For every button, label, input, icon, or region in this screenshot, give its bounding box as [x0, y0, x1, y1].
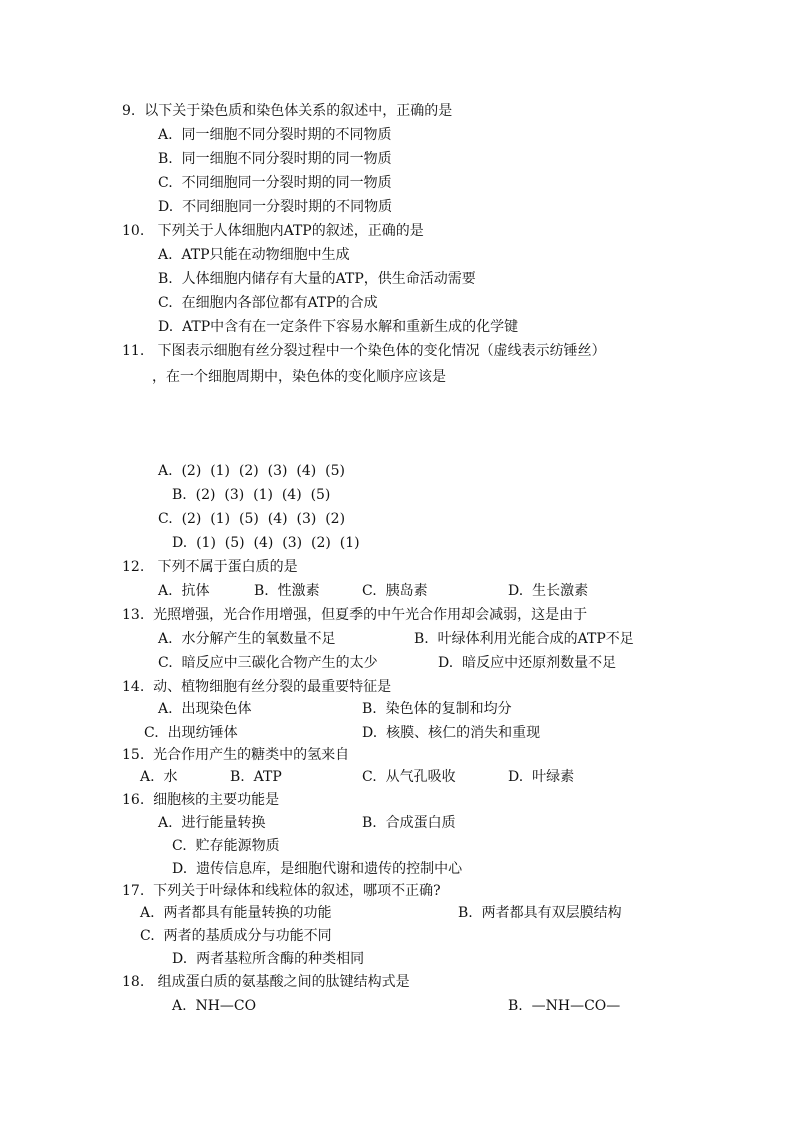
- question-11-option-b: B. (2) (3) (1) (4) (5): [172, 487, 331, 503]
- question-14-option-b: B. 染色体的复制和均分: [362, 701, 512, 717]
- question-10-option-d: D. ATP中含有在一定条件下容易水解和重新生成的化学键: [158, 319, 519, 335]
- question-18-option-b: B. —NH—CO—: [508, 998, 621, 1014]
- question-10-option-b: B. 人体细胞内储存有大量的ATP，供生命活动需要: [158, 271, 476, 287]
- question-14-option-a: A. 出现染色体: [158, 701, 252, 717]
- question-14-stem: 14. 动、植物细胞有丝分裂的最重要特征是: [122, 679, 392, 695]
- question-13-option-b: B. 叶绿体利用光能合成的ATP不足: [414, 631, 634, 647]
- question-11-option-d: D. (1) (5) (4) (3) (2) (1): [172, 535, 360, 551]
- question-9-option-a: A. 同一细胞不同分裂时期的不同物质: [158, 127, 392, 143]
- question-17-option-a: A. 两者都具有能量转换的功能: [140, 905, 332, 921]
- question-18-option-a: A. NH—CO: [172, 998, 257, 1014]
- question-11-stem-continued: ，在一个细胞周期中，染色体的变化顺序应该是: [152, 369, 446, 385]
- question-11-stem: 11. 下图表示细胞有丝分裂过程中一个染色体的变化情况（虚线表示纺锤丝）: [122, 343, 606, 359]
- question-14-option-d: D. 核膜、核仁的消失和重现: [362, 725, 541, 741]
- question-15-stem: 15. 光合作用产生的糖类中的氢来自: [122, 747, 350, 763]
- question-10-stem: 10. 下列关于人体细胞内ATP的叙述，正确的是: [122, 223, 424, 239]
- question-10-option-a: A. ATP只能在动物细胞中生成: [158, 247, 350, 263]
- question-12-option-c: C. 胰岛素: [362, 583, 428, 599]
- question-11-option-a: A. (2) (1) (2) (3) (4) (5): [158, 463, 345, 479]
- question-12-option-a: A. 抗体: [158, 583, 210, 599]
- question-16-stem: 16. 细胞核的主要功能是: [122, 792, 280, 808]
- question-12-option-d: D. 生长激素: [508, 583, 589, 599]
- question-9-option-c: C. 不同细胞同一分裂时期的同一物质: [158, 175, 392, 191]
- question-18-stem: 18. 组成蛋白质的氨基酸之间的肽键结构式是: [122, 974, 410, 990]
- question-12-stem: 12. 下列不属于蛋白质的是: [122, 559, 298, 575]
- question-17-option-b: B. 两者都具有双层膜结构: [458, 905, 622, 921]
- question-14-option-c: C. 出现纺锤体: [144, 725, 238, 741]
- question-10-option-c: C. 在细胞内各部位都有ATP的合成: [158, 295, 378, 311]
- question-13-stem: 13. 光照增强，光合作用增强，但夏季的中午光合作用却会减弱，这是由于: [122, 607, 588, 623]
- question-13-option-d: D. 暗反应中还原剂数量不足: [438, 655, 617, 671]
- question-16-option-b: B. 合成蛋白质: [362, 815, 456, 831]
- question-17-stem: 17. 下列关于叶绿体和线粒体的叙述，哪项不正确?: [122, 883, 441, 899]
- question-15-option-b: B. ATP: [230, 769, 282, 785]
- question-15-option-c: C. 从气孔吸收: [362, 769, 456, 785]
- question-9-option-d: D. 不同细胞同一分裂时期的不同物质: [158, 199, 393, 215]
- question-15-option-a: A. 水: [140, 769, 178, 785]
- question-11-option-c: C. (2) (1) (5) (4) (3) (2): [158, 511, 346, 527]
- question-13-option-a: A. 水分解产生的氧数量不足: [158, 631, 336, 647]
- question-16-option-a: A. 进行能量转换: [158, 815, 266, 831]
- question-12-option-b: B. 性激素: [254, 583, 320, 599]
- question-16-option-c: C. 贮存能源物质: [172, 838, 280, 854]
- question-9-option-b: B. 同一细胞不同分裂时期的同一物质: [158, 151, 392, 167]
- question-16-option-d: D. 遗传信息库，是细胞代谢和遗传的控制中心: [172, 861, 463, 877]
- question-17-option-d: D. 两者基粒所含酶的种类相同: [172, 951, 365, 967]
- question-15-option-d: D. 叶绿素: [508, 769, 575, 785]
- question-9-stem: 9. 以下关于染色质和染色体关系的叙述中，正确的是: [122, 103, 453, 119]
- question-13-option-c: C. 暗反应中三碳化合物产生的太少: [158, 655, 378, 671]
- question-17-option-c: C. 两者的基质成分与功能不同: [140, 928, 332, 944]
